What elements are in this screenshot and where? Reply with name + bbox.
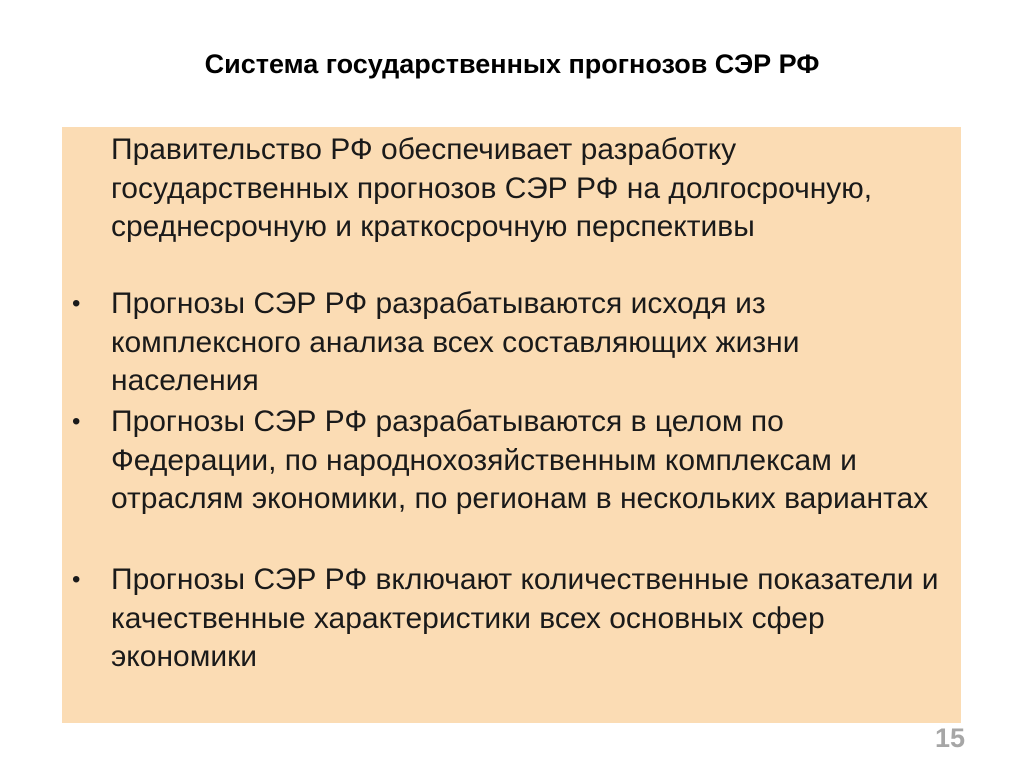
list-item-text: Прогнозы СЭР РФ разрабатываются в целом по Федерации, по народнохозяйственным комплексам и отраслям экономики, по регионам в нескольких вариантах	[111, 405, 929, 515]
list-item	[111, 131, 951, 247]
list-item	[72, 403, 951, 519]
bullet-marker: •	[72, 408, 81, 435]
page-number: 15	[934, 723, 965, 753]
slide-title: Система государственных прогнозов СЭР РФ	[204, 49, 820, 79]
list-item	[72, 561, 951, 677]
list-item-text: Прогнозы СЭР РФ включают количественные показатели и качественные характеристики всех основных сфер экономики	[111, 563, 939, 673]
list-item-text: Правительство РФ обеспечивает разработку государственных прогнозов СЭР РФ на долгосрочную, среднесрочную и краткосрочную перспективы	[111, 133, 873, 243]
bullet-marker: •	[72, 290, 81, 317]
bullet-marker: •	[72, 566, 81, 593]
list-item	[72, 285, 951, 401]
list-item-text: Прогнозы СЭР РФ разрабатываются исходя из комплексного анализа всех составляющих жизни населения	[111, 287, 800, 397]
